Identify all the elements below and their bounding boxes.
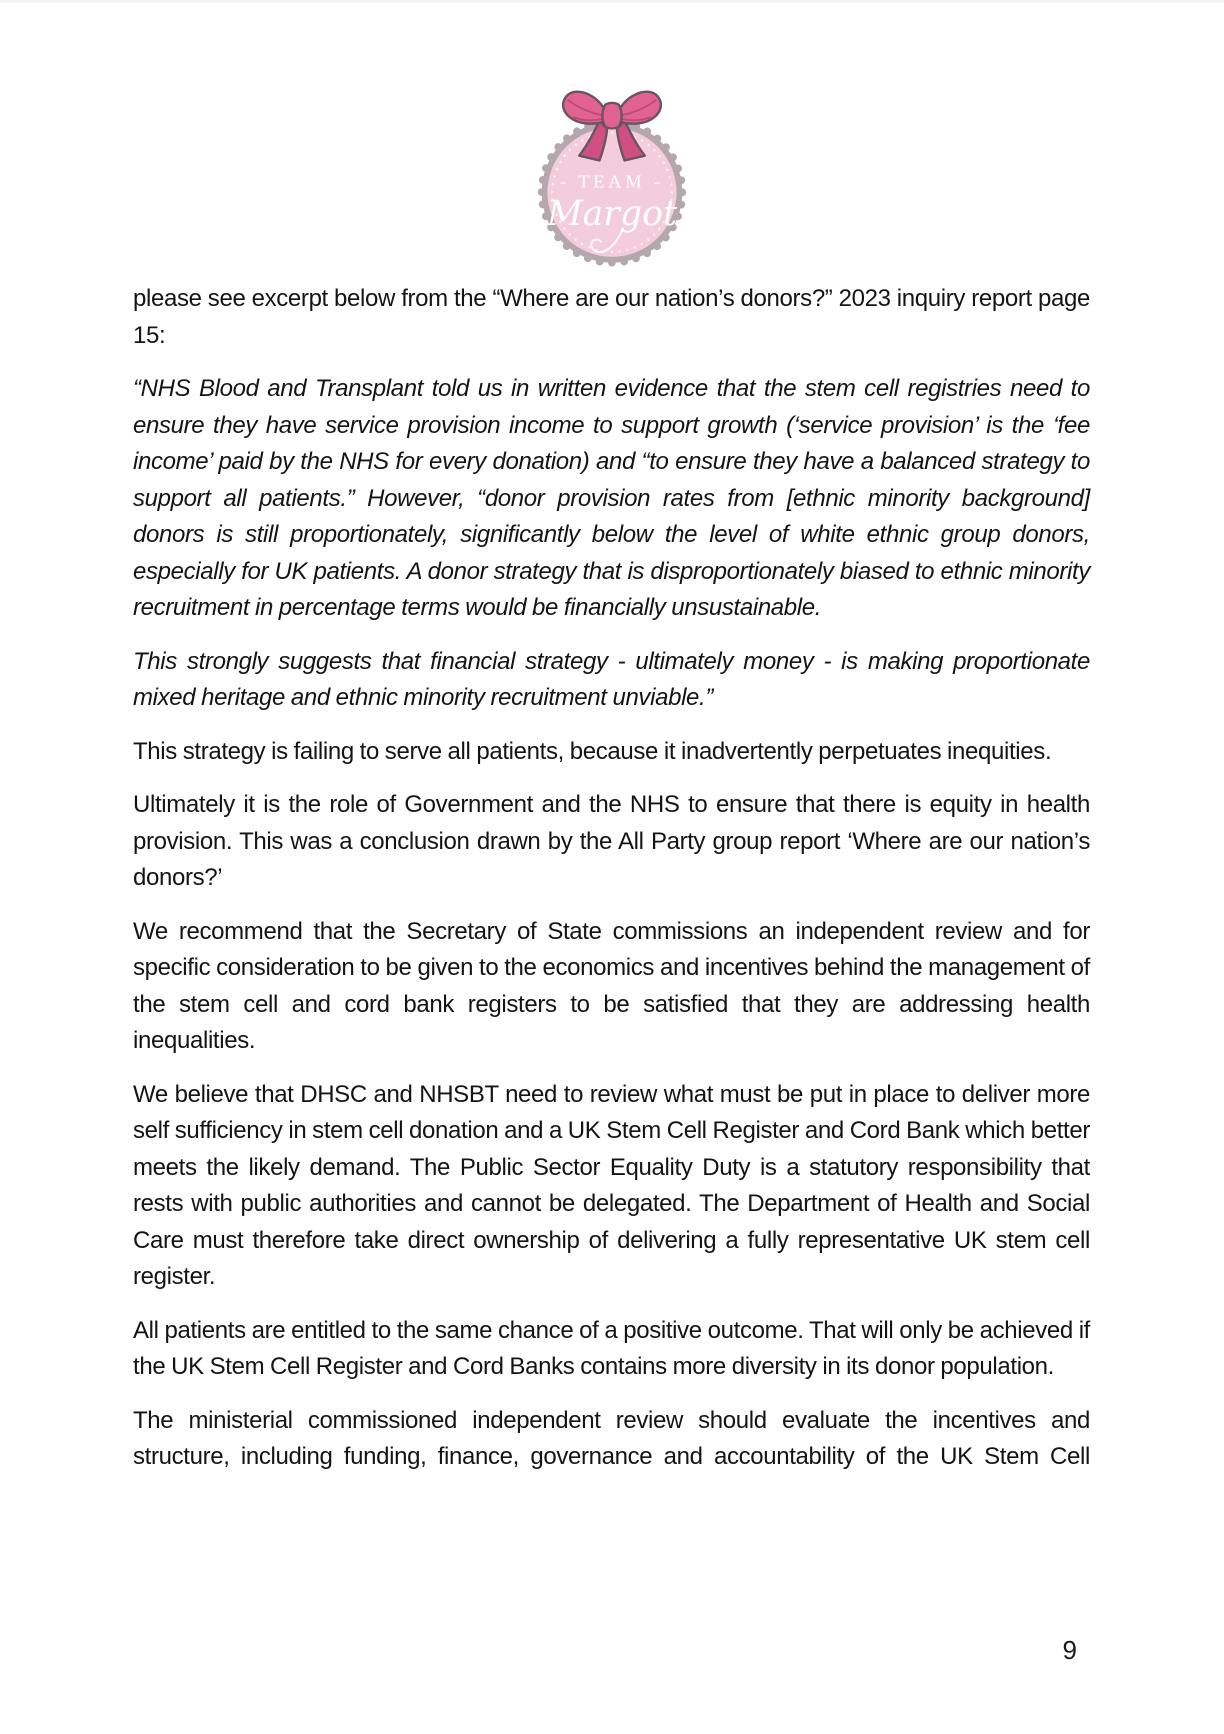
page-number: 9	[1062, 1635, 1077, 1665]
paragraph: We recommend that the Secretary of State commissions an independent review and for specific consideration to be given to the economics and incentives behind the management of the stem cell and cord bank registers to be satisfied that they are addressing health inequalities.	[133, 917, 1090, 1054]
paragraph: This strategy is failing to serve all patients, because it inadvertently perpetuates inequities.	[133, 737, 1052, 765]
logo-team-label: - TEAM -	[560, 171, 664, 192]
paragraph: Ultimately it is the role of Government and the NHS to ensure that there is equity in health provision. This was a conclusion drawn by the All Party group report ‘Where are our nation’s donors?’	[133, 791, 1090, 891]
badge-circle	[547, 128, 676, 257]
paragraph: We believe that DHSC and NHSBT need to review what must be put in place to deliver more self sufficiency in stem cell donation and a UK Stem Cell Register and Cord Bank which better meets the likely demand. The Public Sector Equality Duty is a statutory responsibility that rests with public authorities and cannot be delegated. The Department of Health and Social Care must therefore take direct ownership of delivering a fully representative UK stem cell register.	[133, 1080, 1090, 1290]
paragraph: All patients are entitled to the same chance of a positive outcome. That will only be achieved if the UK Stem Cell Register and Cord Banks contains more diversity in its donor population.	[133, 1316, 1090, 1380]
document-body	[133, 281, 1090, 1493]
paragraph: please see excerpt below from the “Where are our nation’s donors?” 2023 inquiry report page 15:	[133, 285, 1090, 349]
team-margot-logo	[506, 67, 718, 284]
logo-margot-name: Margot	[547, 194, 677, 235]
paragraph-quote: This strongly suggests that financial strategy - ultimately money - is making proportionate mixed heritage and ethnic minority recruitment unviable.”	[133, 647, 1090, 711]
team-margot-logo-graphic	[506, 67, 718, 279]
paragraph-quote: “NHS Blood and Transplant told us in written evidence that the stem cell registries need to ensure they have service provision income to support growth (‘service provision’ is the ‘fee income’ paid by the NHS for every donation) and “to ensure they have a balanced strategy to support all patients.” However, “donor provision rates from [ethnic minority background] donors is still proportionately, significantly below the level of white ethnic group donors, especially for UK patients. A donor strategy that is disproportionately biased to ethnic minority recruitment in percentage terms would be financially unsustainable.	[133, 375, 1090, 621]
paragraph: The ministerial commissioned independent review should evaluate the incentives and structure, including funding, finance, governance and accountability of the UK Stem Cell	[133, 1406, 1090, 1470]
